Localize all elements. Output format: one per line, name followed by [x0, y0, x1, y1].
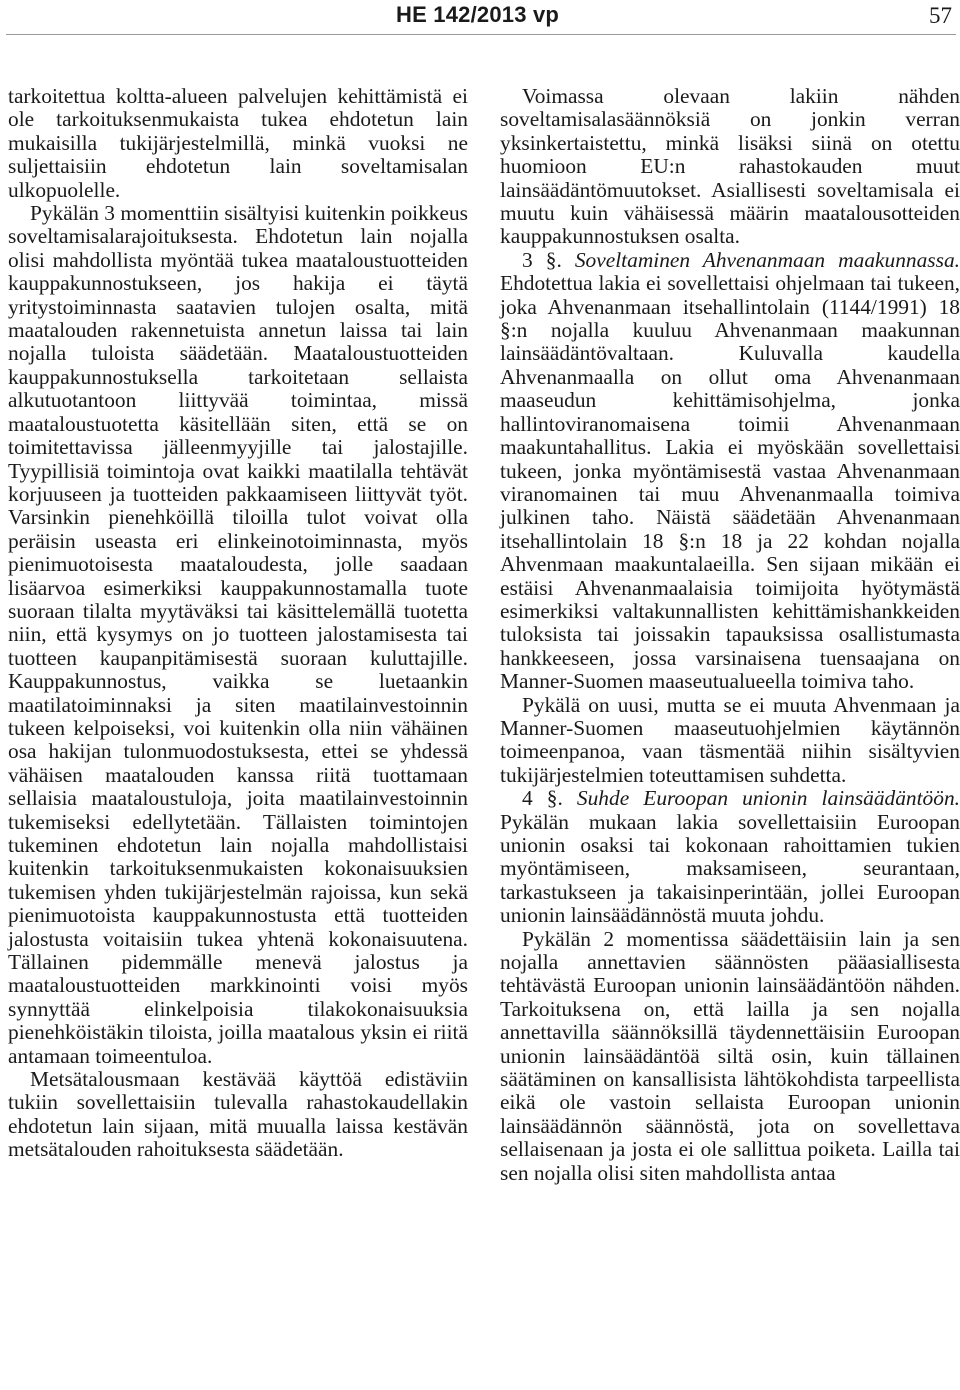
paragraph-scope: Voimassa olevaan lakiin nähden soveltamisalasäännöksiä on jonkin verran yksinkertaistettu, minkä lisäksi siinä on otettu huomioon EU:n rahastokauden muut lainsäädäntömuutokset. Asiallisesti soveltamisala ei muutu kuin vähäisessä määrin maatalousotteiden kauppakunnostuksen osalta. [500, 84, 960, 249]
paragraph-pykala: Pykälä on uusi, mutta se ei muuta Ahvenmaan ja Manner-Suomen maaseutuohjelmien käytännön toimeenpanoa, vaan täsmentää niihin sisältyvien tukijärjestelmien toteuttamisen suhdetta. [500, 692, 960, 787]
paragraph-continued: tarkoitettua koltta-alueen palvelujen kehittämistä ei ole tarkoituksenmukaista tukea ehdotetun lain mukaisilla tukijärjestelmillä, minkä vuoksi ne suljettaisiin ehdotetun lain soveltamisalan ulkopuolelle. [8, 84, 468, 202]
section-3-title: Soveltaminen Ahvenanmaan maakunnassa. [574, 247, 960, 272]
document-id: HE 142/2013 vp [396, 2, 560, 27]
paragraph-exception: Pykälän 3 momenttiin sisältyisi kuitenkin poikkeus soveltamisalarajoituksesta. Ehdotetun lain nojalla olisi mahdollista myöntää tukea maataloustuotteiden kauppakunnostukseen, jos hakija ei täytä yritystoiminnasta saatavien tulojen osalta, mitä maatalouden rakennetuista annetun laissa tai lain nojalla tuloista säädetään. Maataloustuotteiden kauppakunnostuksella tarkoitetaan sellaista alkutuotantoon liittyvää toimintaa, missä maataloustuotetta käsitellään siten, että se on toimitettavissa jälleenmyyjille tai jalostajille. Tyypillisiä toimintoja ovat kaikki maatilalla tehtävät korjuuseen ja tuotteiden pakkaamiseen liittyvät työt. Varsinkin pienehköillä tiloilla tulot voivat olla peräisin useasta eri elinkeinotoiminnasta, myös pienimuotoisesta maataloudesta, jolle saadaan lisäarvoa esimerkiksi kauppakunnostamalla tuote suoraan tilalta myytäväksi tai käsittelemällä tuotetta niin, että kysymys on jo tuotteen jalostamisesta tai tuotteen kaupanpitämisestä suoraan kuluttajille. Kauppakunnostus, vaikka se luetaankin maatilatoiminnaksi ja siten maatilainvestoinnin tukeen kelpoiseksi, voi kuitenkin olla niin vähäinen osa hakijan tulonmuodostuksesta, ettei se yhdessä vähäisen maatalouden kanssa riitä tuottamaan sellaisia maataloustuloja, joita maatilainvestoinnin tukemiseksi edellytetään. Tällaisten toimintojen tukeminen ehdotetun lain nojalla mahdollistaisi kuitenkin tarkoituksenmukaisten kokonaisuuksien tukemisen yhden tukijärjestelmän rajoissa, kun sekä pienimuotoista kauppakunnostusta että tuotteiden jalostusta voitaisiin tukea yhtenä kokonaisuutena. Tällainen pidemmälle menevä jalostus ja maataloustuotteiden markkinointi voisi myös synnyttää elinkelpoisia tilakokonaisuuksia pienehköistäkin tiloista, joilla maatalous yksin ei riitä antamaan toimeentuloa. [8, 201, 468, 1068]
right-column [500, 85, 960, 1185]
header-rule [6, 34, 956, 35]
left-column [8, 85, 468, 1162]
section-4-body: Pykälän mukaan lakia sovellettaisiin Euroopan unionin osaksi tai kokonaan rahoittamien tukien myöntämiseen, maksamiseen, seurantaan, tarkastukseen ja takaisinperintään, jollei Euroopan unionin lainsäädännöstä muuta johdu. [500, 809, 960, 928]
section-4-number: 4 §. [522, 786, 563, 811]
section-3-number: 3 §. [522, 247, 562, 272]
page-header [0, 0, 960, 34]
paragraph-forestry: Metsätalousmaan kestävää käyttöä edistäviin tukiin sovellettaisiin tulevalla rahastokaudellakin ehdotetun lain sijaan, mitä muualla laissa kestävän metsätalouden rahoituksesta säädetään. [8, 1067, 468, 1162]
section-3 [500, 249, 960, 694]
paragraph-moment-2: Pykälän 2 momentissa säädettäisiin lain ja sen nojalla annettavien säännösten pääasiallisesta tehtävästä Euroopan unionin lainsäädäntöön nähden. Tarkoituksena on, että lailla ja sen nojalla annettavilla säännöksillä täydennettäisiin Euroopan unionin lainsäädäntöä siltä osin, kuin tällainen säätäminen on kansallisista lähtökohdista tarpeellista eikä ole vastoin sellaista Euroopan unionin lainsäädännön säännöstä, jota on sovellettava sellaisenaan ja josta ei ole sallittua poiketa. Lailla tai sen nojalla olisi siten mahdollista antaa [500, 926, 960, 1185]
page-number: 57 [929, 3, 952, 28]
section-4-title: Suhde Euroopan unionin lainsäädäntöön. [576, 786, 960, 811]
section-3-body: Ehdotettua lakia ei sovellettaisi ohjelmaan tai tukeen, joka Ahvenanmaan itsehallintolain (1144/1991) 18 §:n nojalla kuuluu Ahvenanmaan maakunnan lainsäädäntövaltaan. Kuluvalla kaudella Ahvenanmaalla on ollut oma Ahvenanmaan maaseudun kehittämisohjelma, jonka hallintoviranomaisena toimii Ahvenanmaan maakuntahallitus. Lakia ei myöskään sovellettaisi tukeen, jonka myöntämisestä vastaa Ahvenanmaan viranomainen tai muu Ahvenanmaalla toimiva julkinen taho. Näistä säädetään Ahvenanmaan itsehallintolain 18 §:n 18 ja 22 kohdan nojalla Ahvenmaan maakuntalaeilla. Sen sijaan mikään ei estäisi Ahvenanmaalaisia toimijoita hyötymästä esimerkiksi valtakunnallisten kehittämishankkeiden tuloksista tai joissakin tapauksissa osallistumasta hankkeeseen, jossa varsinaisena tuensaajana on Manner-Suomen maaseutualueella toimiva taho. [500, 271, 960, 694]
section-4 [500, 787, 960, 927]
